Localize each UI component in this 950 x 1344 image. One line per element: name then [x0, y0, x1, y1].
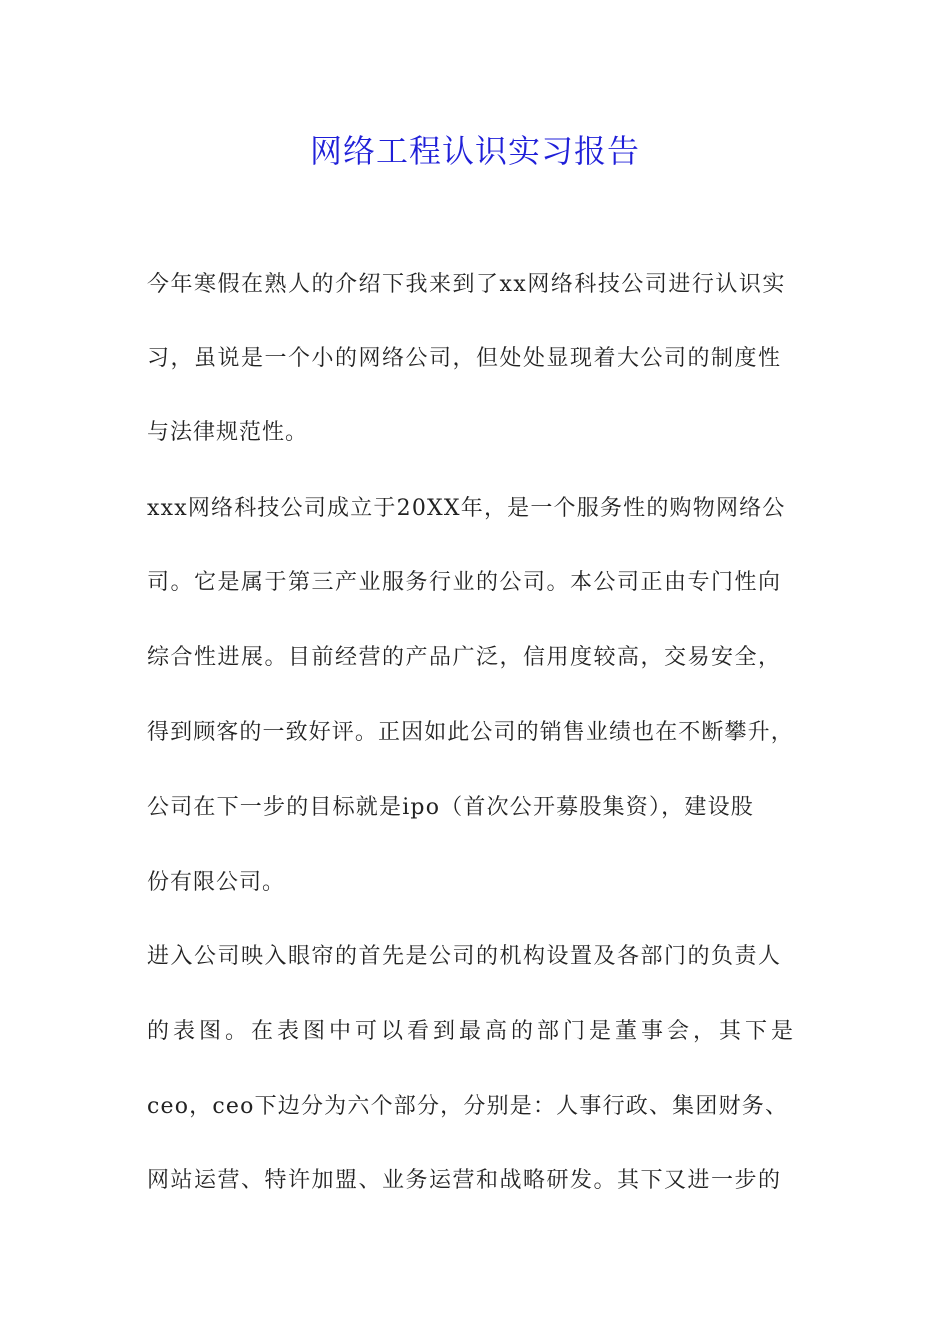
body-line-11: 的表图。在表图中可以看到最高的部门是董事会，其下是	[147, 1019, 798, 1044]
document-title: 网络工程认识实习报告	[309, 132, 640, 170]
body-line-2: 习，虽说是一个小的网络公司，但处处显现着大公司的制度性	[147, 346, 782, 371]
body-line-5: 司。它是属于第三产业服务行业的公司。本公司正由专门性向	[147, 570, 782, 595]
body-line-6: 综合性进展。目前经营的产品广泛，信用度较高，交易安全，	[147, 645, 782, 670]
body-line-12: ceo，ceo下边分为六个部分，分别是：人事行政、集团财务、	[147, 1094, 789, 1119]
body-line-9: 份有限公司。	[147, 870, 286, 895]
body-line-3: 与法律规范性。	[147, 420, 309, 445]
body-line-1: 今年寒假在熟人的介绍下我来到了xx网络科技公司进行认识实	[147, 272, 786, 297]
body-line-8: 公司在下一步的目标就是ipo（首次公开募股集资），建设股	[147, 795, 754, 820]
body-line-10: 进入公司映入眼帘的首先是公司的机构设置及各部门的负责人	[147, 944, 782, 969]
body-line-4: xxx网络科技公司成立于20XX年，是一个服务性的购物网络公	[147, 496, 786, 521]
body-line-7: 得到顾客的一致好评。正因如此公司的销售业绩也在不断攀升，	[147, 720, 794, 745]
body-line-13: 网站运营、特许加盟、业务运营和战略研发。其下又进一步的	[147, 1168, 782, 1193]
